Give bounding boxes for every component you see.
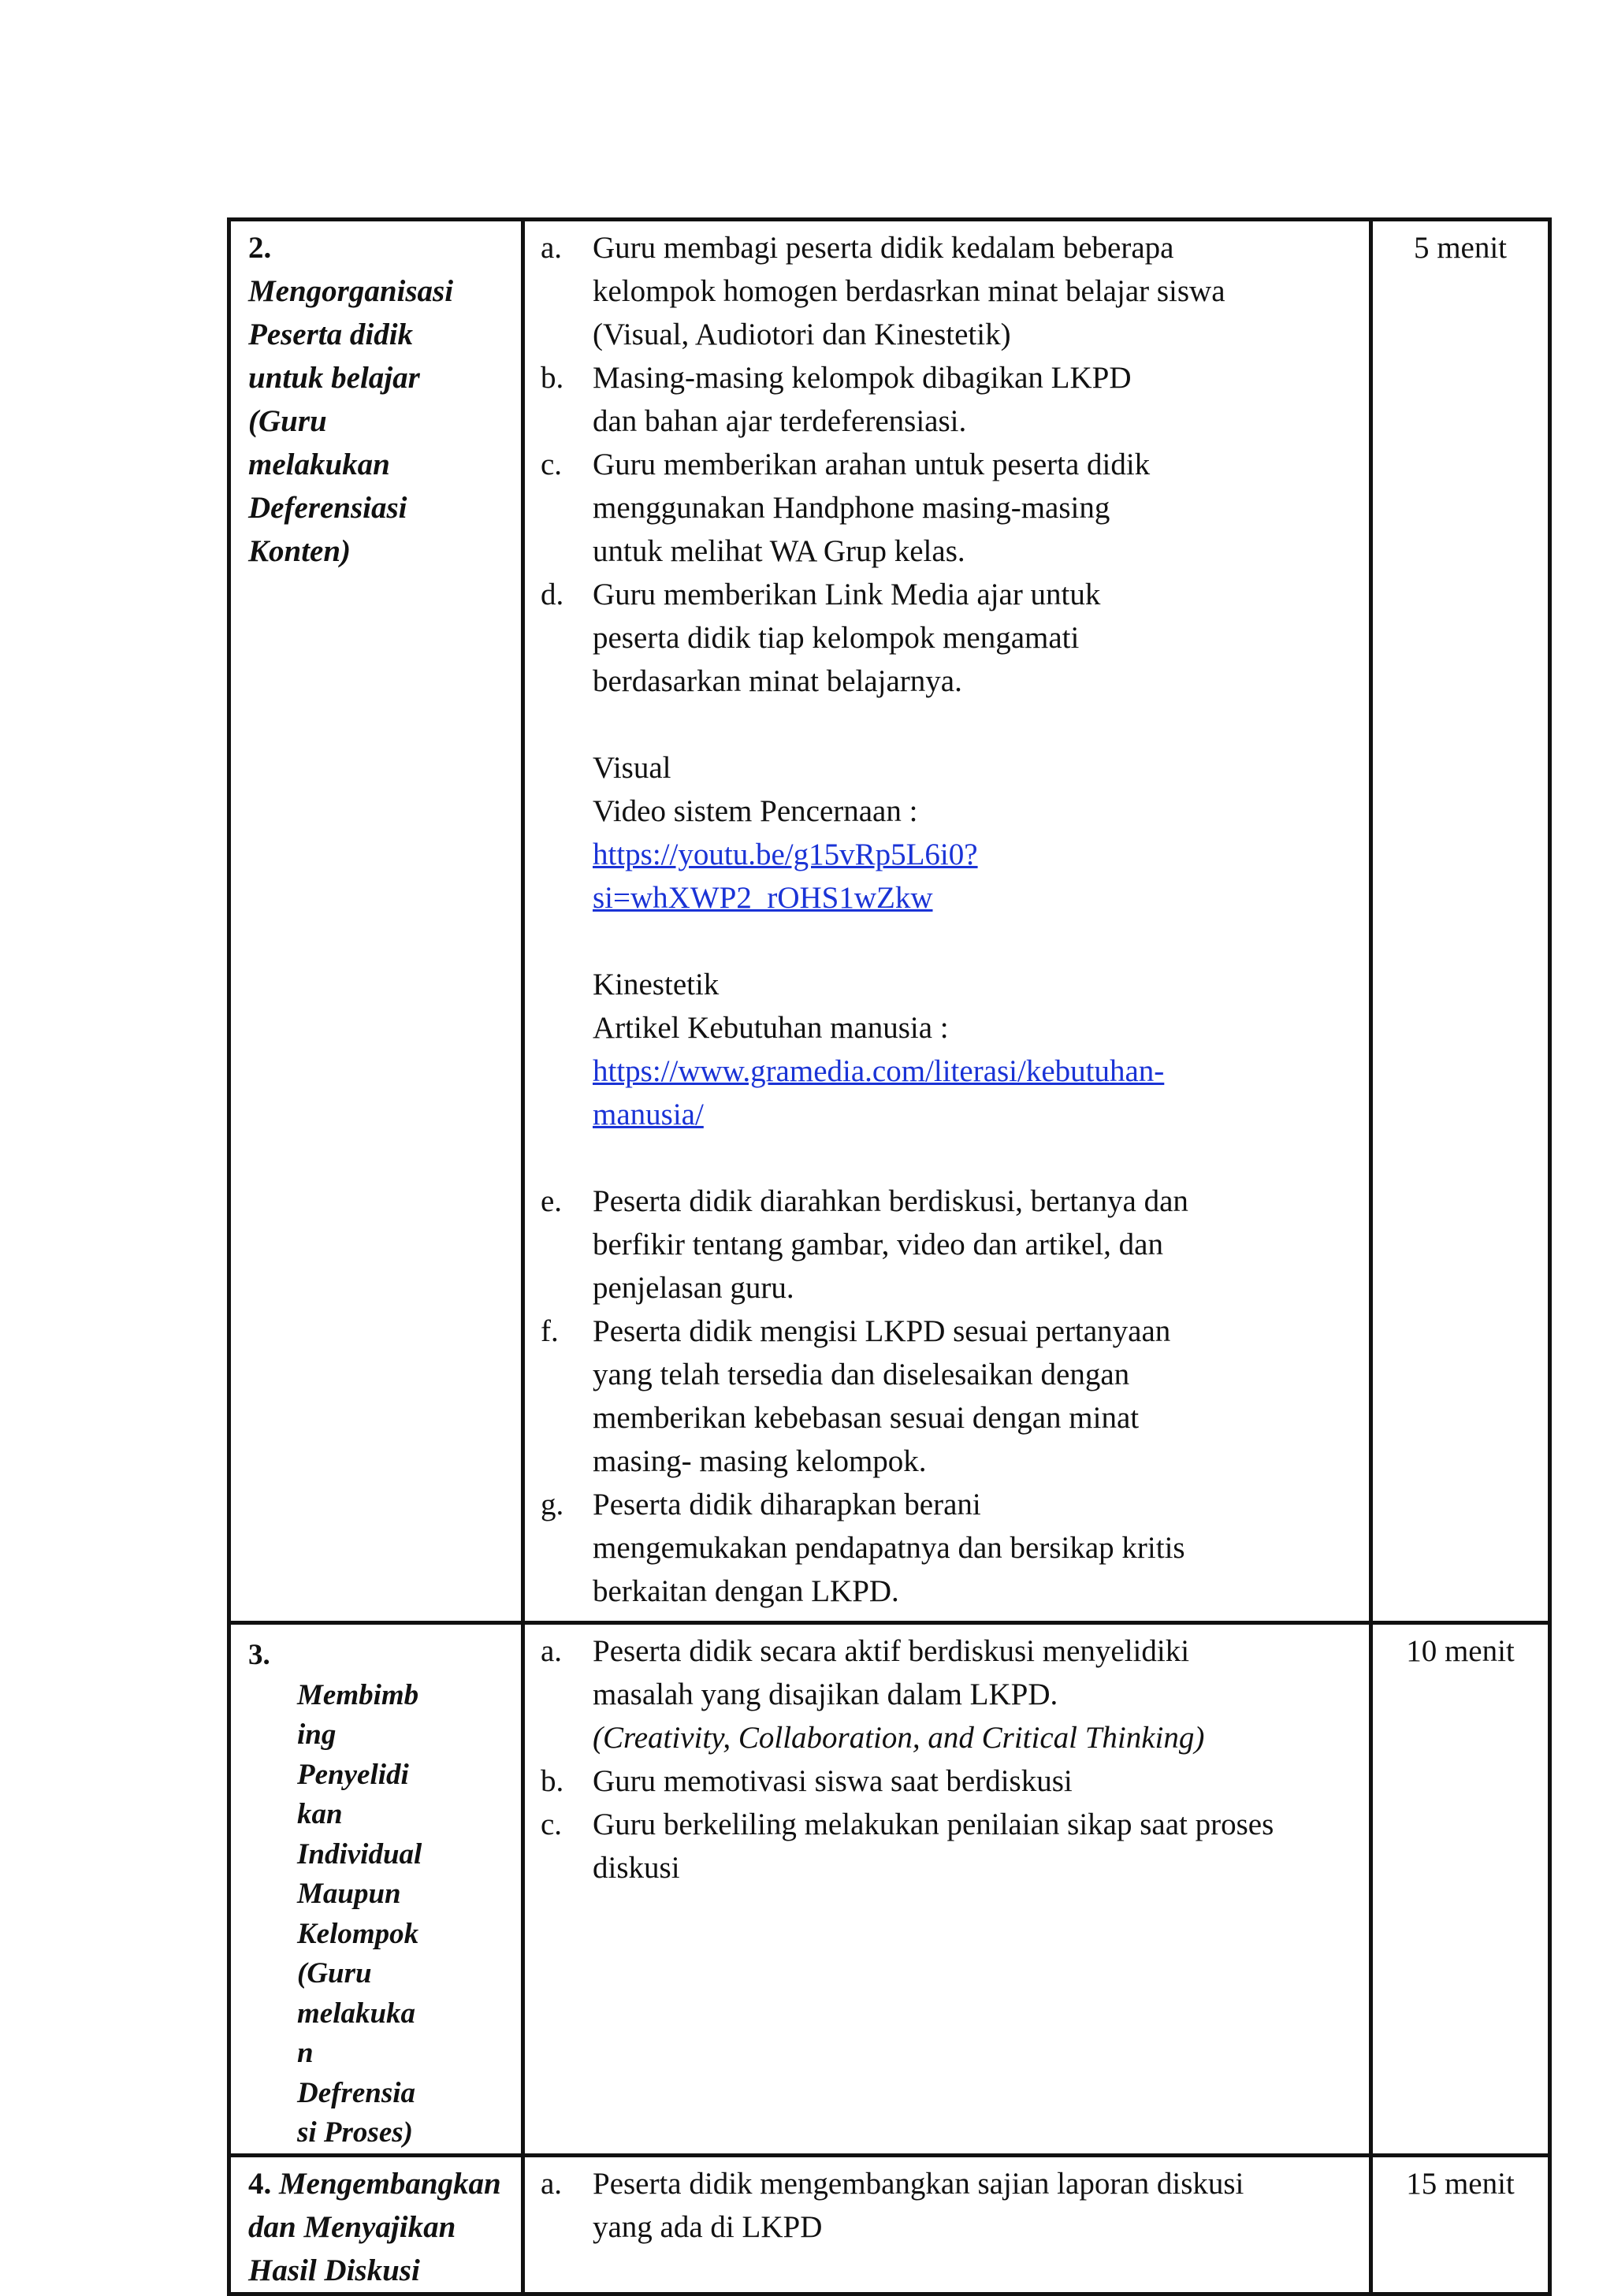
step-line: (Guru — [297, 1957, 372, 1989]
activity-cell — [523, 1623, 1371, 2156]
item-line: menggunakan Handphone masing-masing — [593, 491, 1110, 525]
step-title — [231, 1625, 521, 2153]
item-line: untuk melihat WA Grup kelas. — [593, 534, 965, 568]
time-cell — [1371, 1623, 1550, 2156]
list-marker: a. — [541, 231, 563, 265]
article-link[interactable] — [593, 1050, 1353, 1136]
step-line: Konten) — [248, 534, 351, 568]
step-line: Maupun — [297, 1878, 401, 1910]
item-line: penjelasan guru. — [593, 1271, 794, 1305]
list-marker: f. — [541, 1314, 559, 1348]
step-cell — [229, 2155, 523, 2294]
item-line: Peserta didik diarahkan berdiskusi, bertanya dan — [593, 1184, 1188, 1218]
item-line: Peserta didik diharapkan berani — [593, 1488, 981, 1521]
list-marker: c. — [541, 1807, 563, 1841]
step-line: n — [297, 2037, 314, 2069]
step-line: Hasil Diskusi — [248, 2253, 420, 2287]
step-number: 2. — [248, 231, 272, 265]
duration: 10 menit — [1406, 1634, 1515, 1668]
step-cell — [229, 220, 523, 1623]
item-line: Peserta didik secara aktif berdiskusi menyelidiki — [593, 1634, 1190, 1668]
step-number: 4. — [248, 2166, 272, 2201]
step-line: Deferensiasi — [248, 491, 407, 525]
list-item — [541, 1759, 1353, 1803]
media-visual — [541, 746, 1353, 920]
item-line: yang telah tersedia dan diselesaikan dengan — [593, 1358, 1130, 1391]
step-line: Mengembangkan — [279, 2166, 501, 2201]
item-line: Guru berkeliling melakukan penilaian sikap saat proses — [593, 1807, 1274, 1841]
item-line: Masing-masing kelompok dibagikan LKPD — [593, 361, 1132, 395]
step-line: kan — [297, 1798, 343, 1830]
list-item — [541, 1483, 1353, 1613]
item-line: Peserta didik mengisi LKPD sesuai pertanyaan — [593, 1314, 1171, 1348]
step-line: melakuka — [297, 1997, 416, 2030]
list-marker: e. — [541, 1184, 563, 1218]
list-marker: a. — [541, 2166, 563, 2201]
step-line: Individual — [297, 1837, 422, 1871]
list-marker: b. — [541, 361, 564, 395]
list-item — [541, 1803, 1353, 1889]
step-line: untuk belajar — [248, 361, 420, 395]
list-marker: d. — [541, 578, 564, 611]
step-cell — [229, 1623, 523, 2156]
step-line: Kelompok — [297, 1917, 419, 1950]
list-marker: c. — [541, 448, 563, 481]
step-line: Defrensia — [297, 2076, 416, 2109]
step-title — [231, 2157, 521, 2292]
list-item — [541, 573, 1353, 703]
item-line: Guru memberikan arahan untuk peserta didik — [593, 448, 1151, 481]
media-heading: Kinestetik — [593, 968, 720, 1001]
list-item — [541, 2162, 1353, 2249]
item-line: masing- masing kelompok. — [593, 1444, 927, 1478]
item-line: berfikir tentang gambar, video dan artikel, dan — [593, 1228, 1163, 1261]
step-line: ing — [297, 1718, 337, 1751]
list-item — [541, 443, 1353, 573]
item-line: (Visual, Audiotori dan Kinestetik) — [593, 318, 1011, 351]
step-line: si Proses) — [297, 2116, 413, 2149]
link-line: https://www.gramedia.com/literasi/kebutuhan- — [593, 1054, 1165, 1088]
item-line: memberikan kebebasan sesuai dengan minat — [593, 1401, 1140, 1435]
item-line: yang ada di LKPD — [593, 2209, 823, 2244]
item-line: Guru memberikan Link Media ajar untuk — [593, 578, 1101, 611]
activity-cell — [523, 220, 1371, 1623]
item-line: Peserta didik mengembangkan sajian laporan diskusi — [593, 2166, 1244, 2201]
media-label: Video sistem Pencernaan : — [593, 794, 918, 828]
list-item — [541, 1180, 1353, 1310]
step-line: Membimb — [297, 1678, 419, 1711]
step-line: Penyelidi — [297, 1758, 409, 1791]
link-line: https://youtu.be/g15vRp5L6i0? — [593, 838, 978, 871]
media-heading: Visual — [593, 751, 671, 785]
item-line: Guru membagi peserta didik kedalam beberapa — [593, 231, 1174, 265]
step-line: melakukan — [248, 448, 390, 481]
item-line: mengemukakan pendapatnya dan bersikap kritis — [593, 1531, 1185, 1565]
item-line: kelompok homogen berdasrkan minat belajar siswa — [593, 274, 1225, 308]
list-item — [541, 356, 1353, 443]
item-line: berdasarkan minat belajarnya. — [593, 664, 962, 698]
item-line: dan bahan ajar terdeferensiasi. — [593, 404, 967, 438]
link-line: manusia/ — [593, 1098, 704, 1131]
time-cell — [1371, 2155, 1550, 2294]
list-marker: b. — [541, 1764, 564, 1798]
time-cell — [1371, 220, 1550, 1623]
item-line: Guru memotivasi siswa saat berdiskusi — [593, 1764, 1073, 1798]
media-kinestetik — [541, 963, 1353, 1136]
item-line: masalah yang disajikan dalam LKPD. — [593, 1677, 1058, 1711]
item-line: berkaitan dengan LKPD. — [593, 1574, 899, 1608]
step-title — [231, 221, 521, 573]
lesson-plan-table — [227, 217, 1552, 2296]
step-number: 3. — [248, 1639, 270, 1671]
step-line: Mengorganisasi — [248, 274, 454, 308]
table-row — [229, 1623, 1550, 2156]
step-line: (Guru — [248, 404, 327, 438]
video-link[interactable] — [593, 833, 1353, 920]
table-row — [229, 2155, 1550, 2294]
list-item — [541, 226, 1353, 356]
duration: 15 menit — [1406, 2166, 1515, 2201]
link-line: si=whXWP2_rOHS1wZkw — [593, 881, 933, 915]
list-item — [541, 1310, 1353, 1483]
activity-cell — [523, 2155, 1371, 2294]
list-marker: a. — [541, 1634, 563, 1668]
step-line: dan Menyajikan — [248, 2209, 456, 2244]
duration: 5 menit — [1413, 231, 1508, 265]
item-line-italic: (Creativity, Collaboration, and Critical Thinking) — [593, 1721, 1205, 1755]
list-marker: g. — [541, 1488, 564, 1521]
item-line: peserta didik tiap kelompok mengamati — [593, 621, 1080, 655]
media-label: Artikel Kebutuhan manusia : — [593, 1011, 949, 1045]
item-line: diskusi — [593, 1851, 680, 1885]
step-line: Peserta didik — [248, 318, 414, 351]
list-item — [541, 1629, 1353, 1759]
table-row — [229, 220, 1550, 1623]
